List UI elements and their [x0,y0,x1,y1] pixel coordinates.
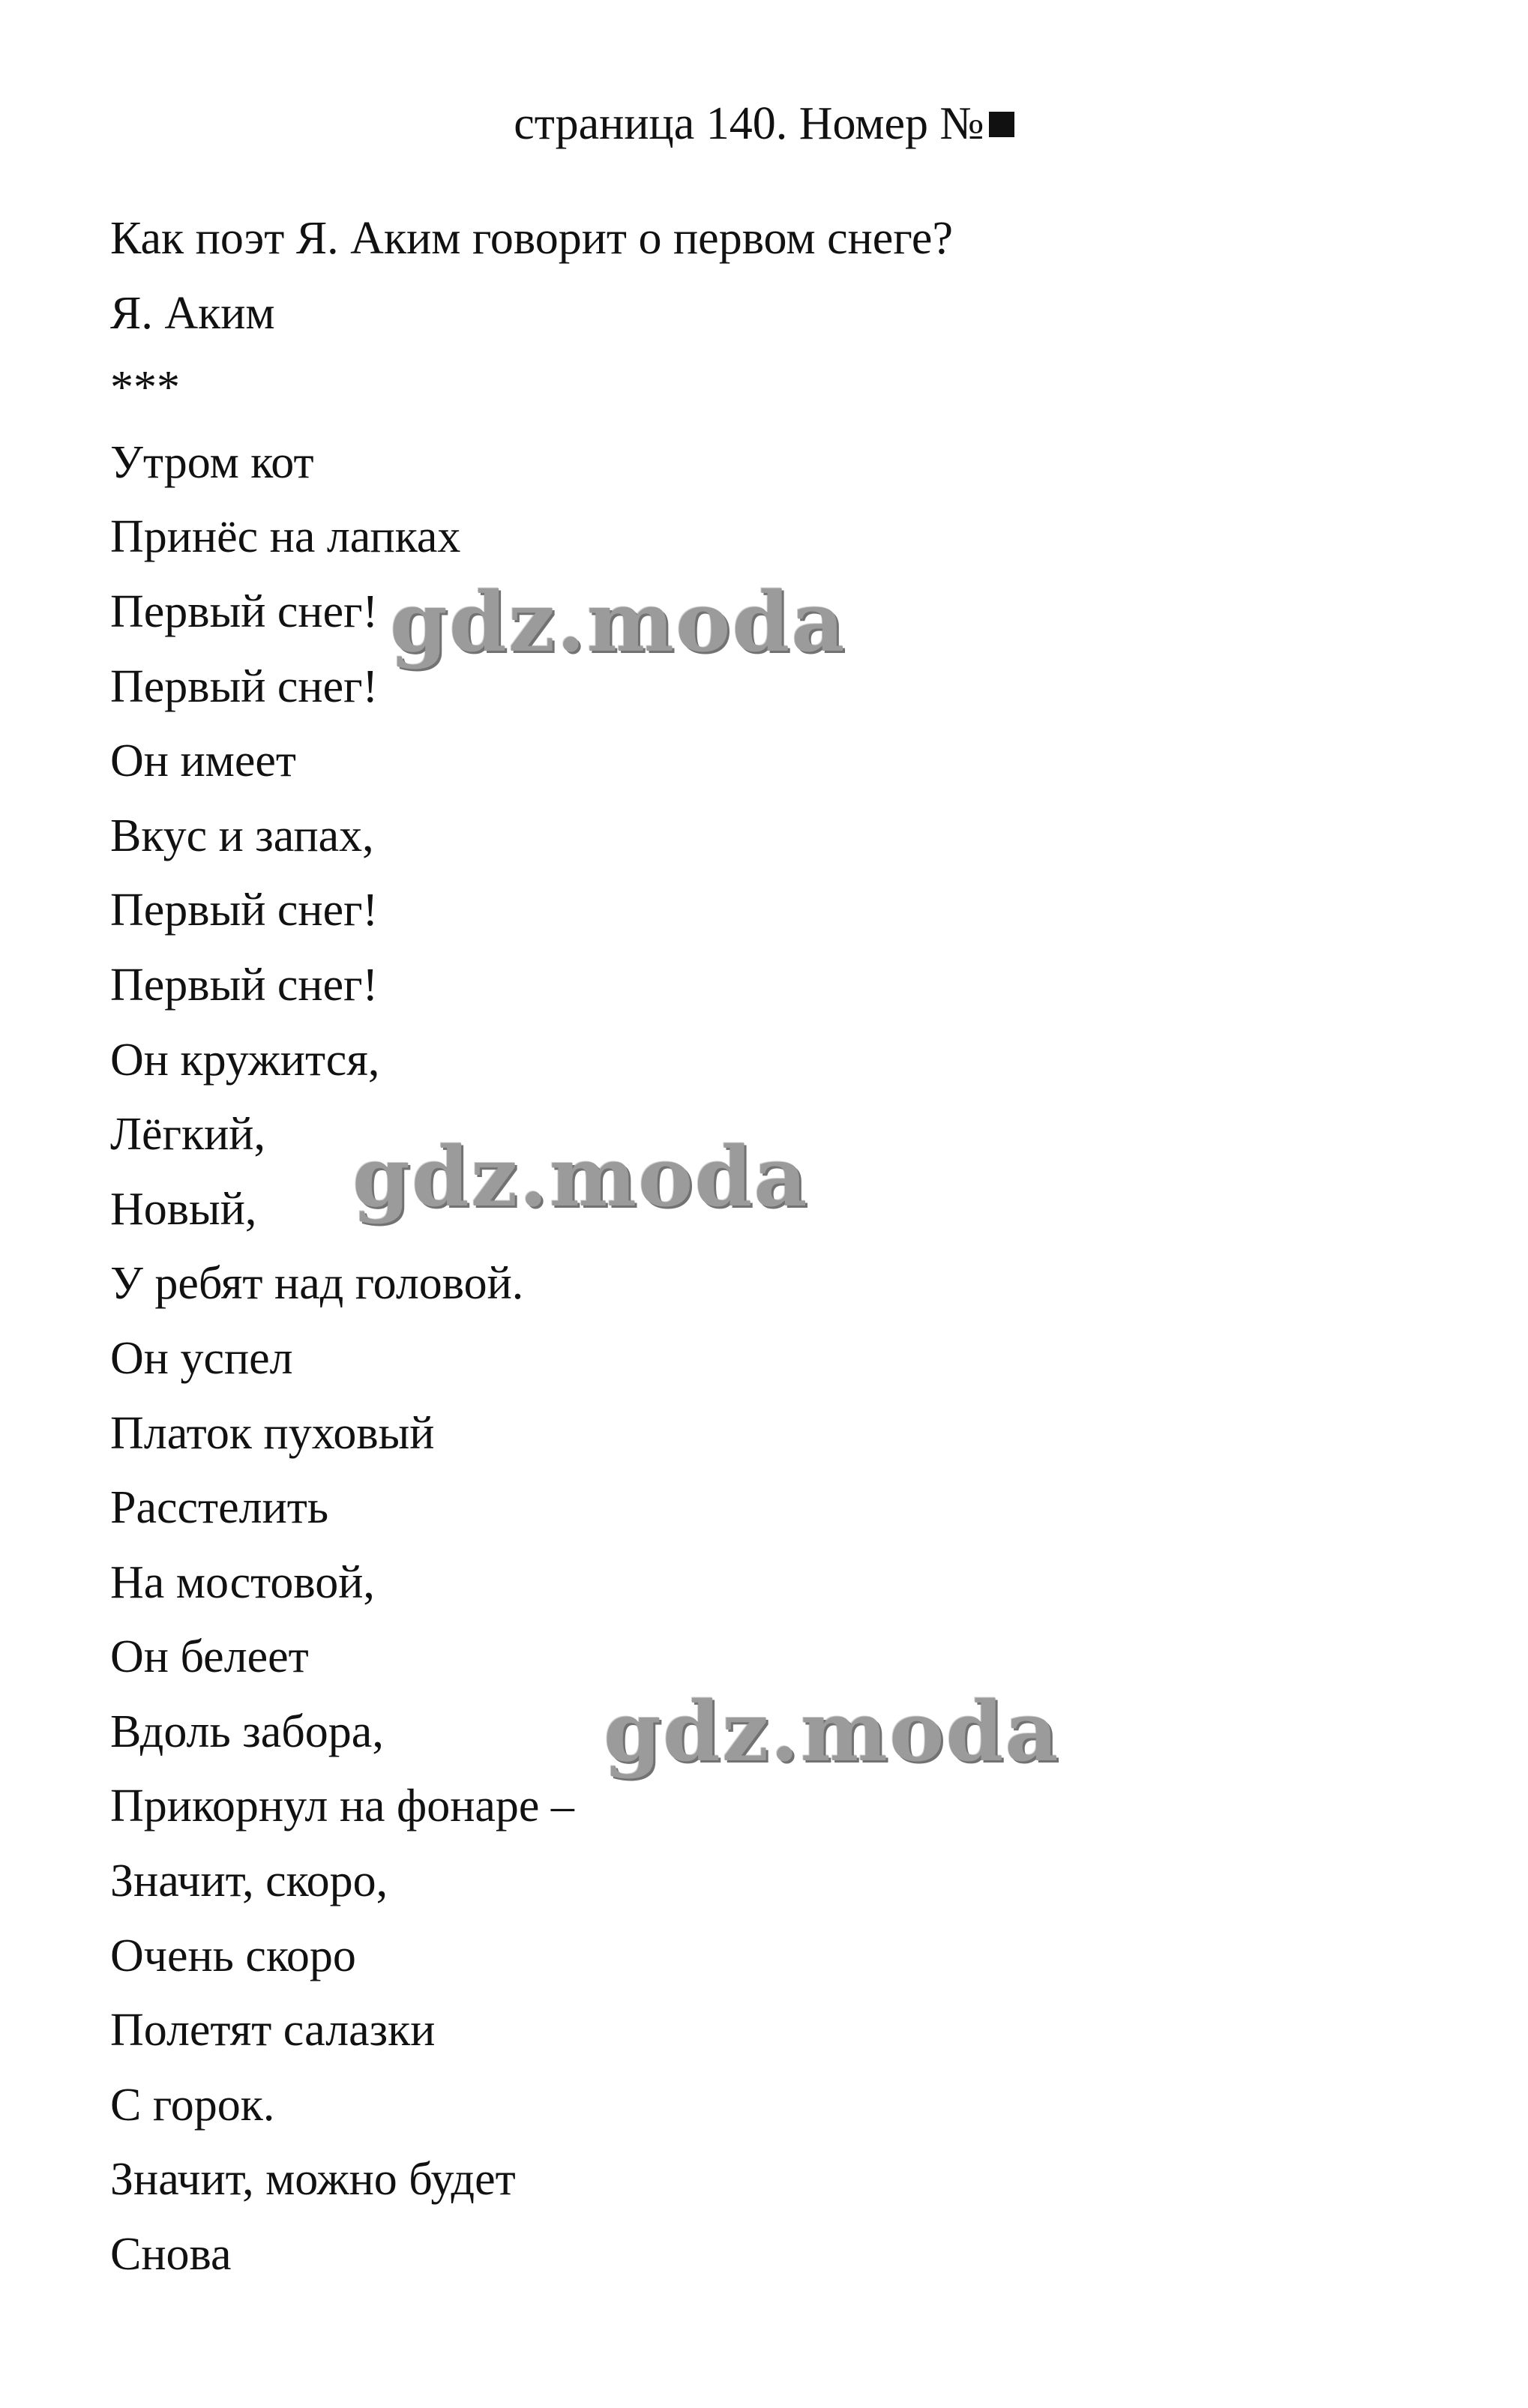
poem-line: Первый снег! [110,885,379,936]
poem-line: Значит, можно будет [110,2154,516,2206]
author-name: Я. Аким [110,287,275,339]
poem-line: Первый снег! [110,660,379,712]
redacted-square-icon [989,112,1014,137]
poem-line: Платок пуховый [110,1407,435,1459]
poem-line: На мостовой, [110,1556,375,1608]
watermark: gdz.moda [352,1128,809,1225]
poem-line: У ребят над головой. [110,1258,524,1310]
poem-line: Он белеет [110,1631,309,1683]
poem-line: С горок. [110,2079,275,2131]
page-header-title: страница 140. Номер № [514,98,984,149]
watermark: gdz.moda [604,1683,1060,1780]
poem-line: Прикорнул на фонаре – [110,1781,574,1832]
poem-line: Утром кот [110,436,314,488]
watermark: gdz.moda [390,574,846,670]
poem-line: Вдоль забора, [110,1706,384,1757]
poem-line: Первый снег! [110,586,379,637]
poem-line: Очень скоро [110,1930,356,1981]
document-content [110,208,1422,2299]
poem-line: Он успел [110,1332,293,1384]
poem-line: Значит, скоро, [110,1855,388,1907]
page-header [0,94,1528,154]
question-text: Как поэт Я. Аким говорит о первом снеге? [110,213,953,264]
poem-line: Вкус и запах, [110,810,374,861]
poem-line: Новый, [110,1183,257,1235]
poem-line: Первый снег! [110,959,379,1011]
poem-line: Он имеет [110,735,296,787]
poem-line: Снова [110,2229,232,2281]
poem-line: Принёс на лапках [110,511,461,563]
poem-line: Полетят салазки [110,2005,436,2056]
poem-line: Расстелить [110,1482,329,1534]
poem-line: Лёгкий, [110,1109,265,1161]
poem-line: Он кружится, [110,1034,380,1086]
poem-separator: *** [110,362,180,414]
